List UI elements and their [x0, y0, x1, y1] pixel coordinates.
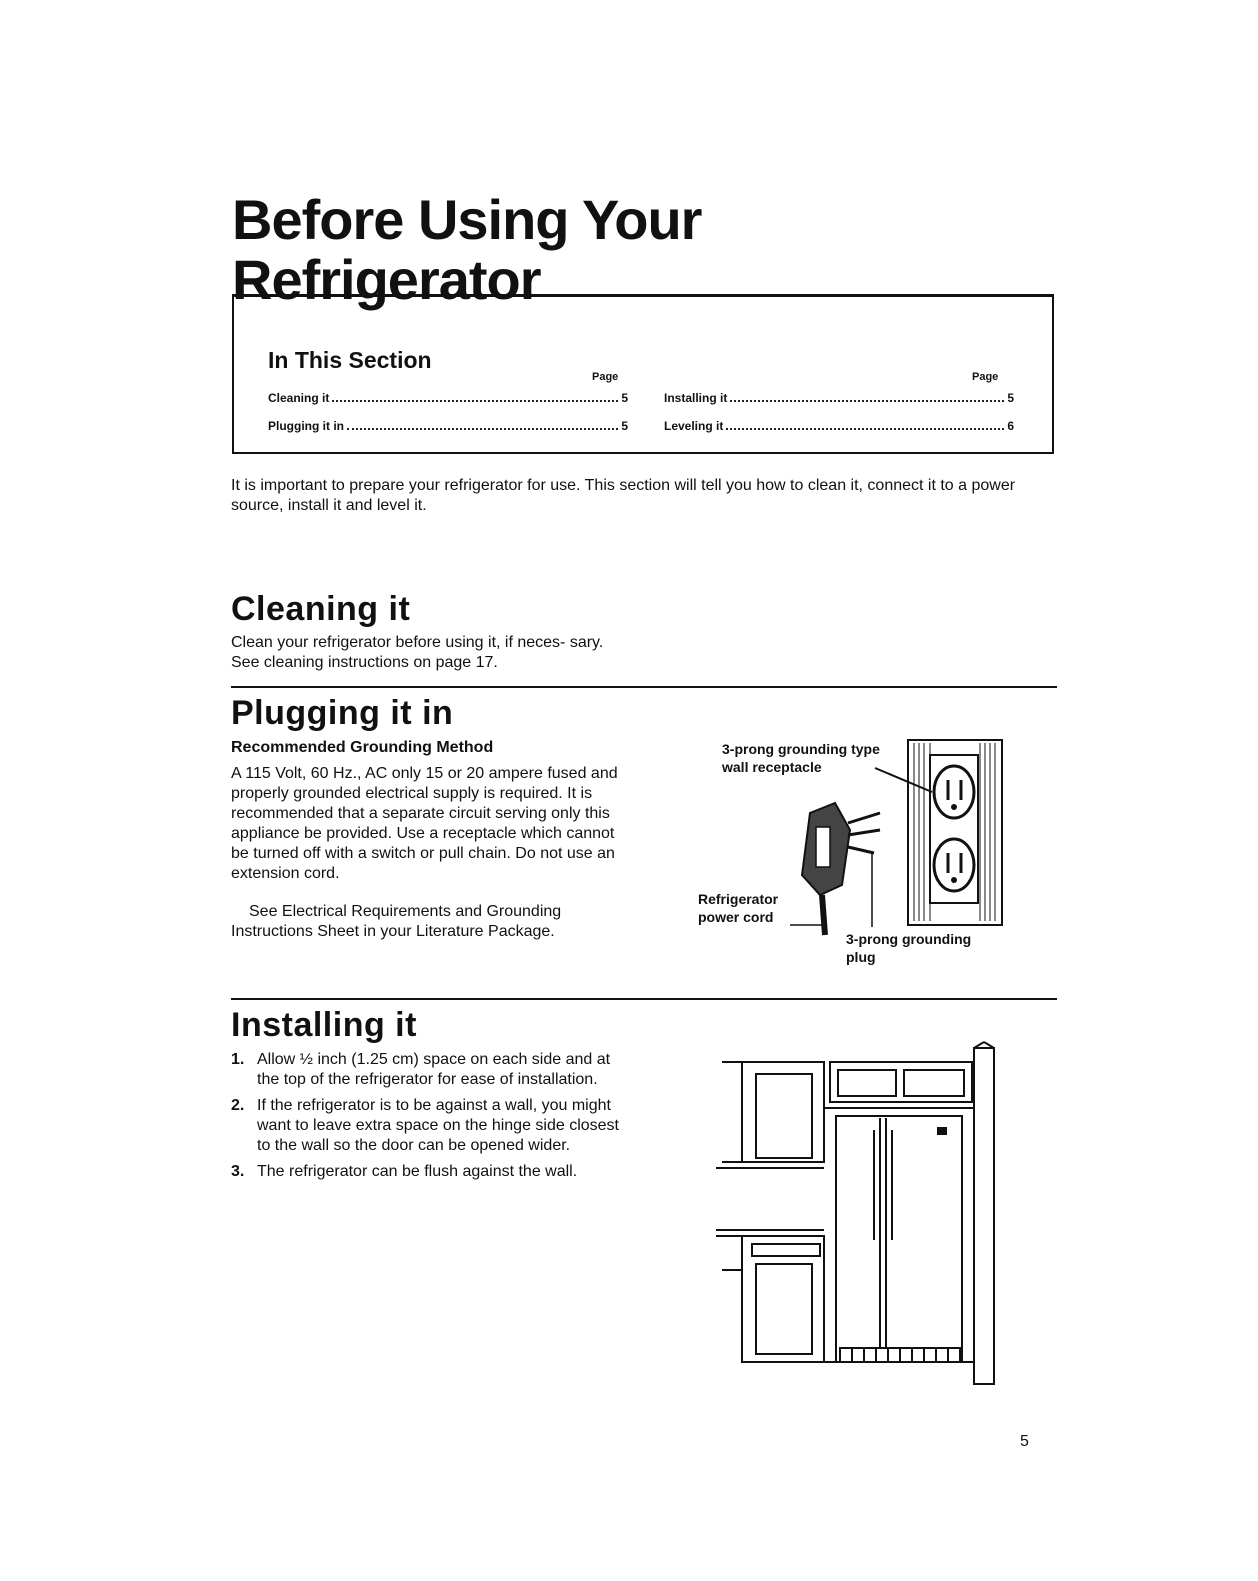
power-cord-label: Refrigerator power cord — [698, 891, 779, 925]
toc-heading: In This Section — [268, 347, 432, 373]
toc-entry-plugging[interactable] — [268, 419, 628, 433]
step-text: The refrigerator can be flush against the wall. — [257, 1163, 578, 1180]
cleaning-heading: Cleaning it — [231, 590, 411, 628]
toc-leader — [730, 400, 1004, 402]
toc-entry-page: 6 — [1007, 419, 1014, 433]
toc-entry-page: 5 — [621, 391, 628, 405]
toc-entry-label: Installing it — [664, 391, 728, 405]
toc-entry-leveling[interactable] — [664, 419, 1014, 433]
refrigerator-illustration — [712, 1040, 1002, 1390]
toc-entry-cleaning[interactable] — [268, 391, 628, 405]
toc-entry-label: Leveling it — [664, 419, 724, 433]
title-line-1: Before Using Your — [232, 188, 702, 251]
step-text: Allow ½ inch (1.25 cm) space on each side and at the top of the refrigerator for ease of installation. — [257, 1051, 611, 1088]
step-text: If the refrigerator is to be against a wall, you might want to leave extra space on the hinge side closest to the wall so the door can be opened wider. — [257, 1097, 619, 1154]
section-contents-box — [232, 294, 1054, 454]
toc-entry-installing[interactable] — [664, 391, 1014, 405]
toc-entry-label: Cleaning it — [268, 391, 330, 405]
toc-page-label-left: Page — [592, 371, 619, 383]
page-number: 5 — [1020, 1433, 1029, 1450]
title-line-2: Refrigerator — [232, 248, 541, 311]
grounding-subheading: Recommended Grounding Method — [231, 739, 494, 756]
toc-entry-label: Plugging it in — [268, 419, 344, 433]
step-item — [231, 1050, 621, 1090]
toc-entry-page: 5 — [1007, 391, 1014, 405]
installing-heading: Installing it — [231, 1006, 417, 1044]
toc-leader — [332, 400, 618, 402]
toc-page-label-right: Page — [972, 371, 999, 383]
receptacle-label: 3-prong grounding type wall receptacle — [722, 741, 880, 775]
section-divider — [231, 686, 1057, 688]
plug-label: 3-prong grounding plug — [846, 931, 972, 965]
step-number: 1. — [231, 1051, 245, 1068]
page-title — [232, 190, 932, 310]
step-number: 2. — [231, 1097, 245, 1114]
grounding-reference: See Electrical Requirements and Grounding Instructions Sheet in your Literature Package. — [231, 903, 562, 940]
toc-entry-page: 5 — [621, 419, 628, 433]
step-item — [231, 1162, 621, 1182]
receptacle-illustration — [780, 735, 1010, 945]
step-item — [231, 1096, 621, 1156]
section-divider — [231, 998, 1057, 1000]
toc-leader — [726, 428, 1004, 430]
plugging-heading: Plugging it in — [231, 694, 454, 732]
intro-paragraph: It is important to prepare your refrigerator for use. This section will tell you how to clean it, connect it to a power source, install it and level it. — [231, 477, 1016, 514]
toc-leader — [347, 428, 618, 430]
grounding-paragraph: A 115 Volt, 60 Hz., AC only 15 or 20 ampere fused and properly grounded electrical supply is required. It is recommended that a separate circuit serving only this appliance be provided. Use a receptacle which cannot be turned off with a switch or pull chain. Do not use an extension cord. — [231, 765, 618, 882]
cleaning-text: Clean your refrigerator before using it, if neces- sary. See cleaning instructions on page 17. — [231, 634, 604, 671]
step-number: 3. — [231, 1163, 245, 1180]
installing-steps — [231, 1050, 621, 1188]
